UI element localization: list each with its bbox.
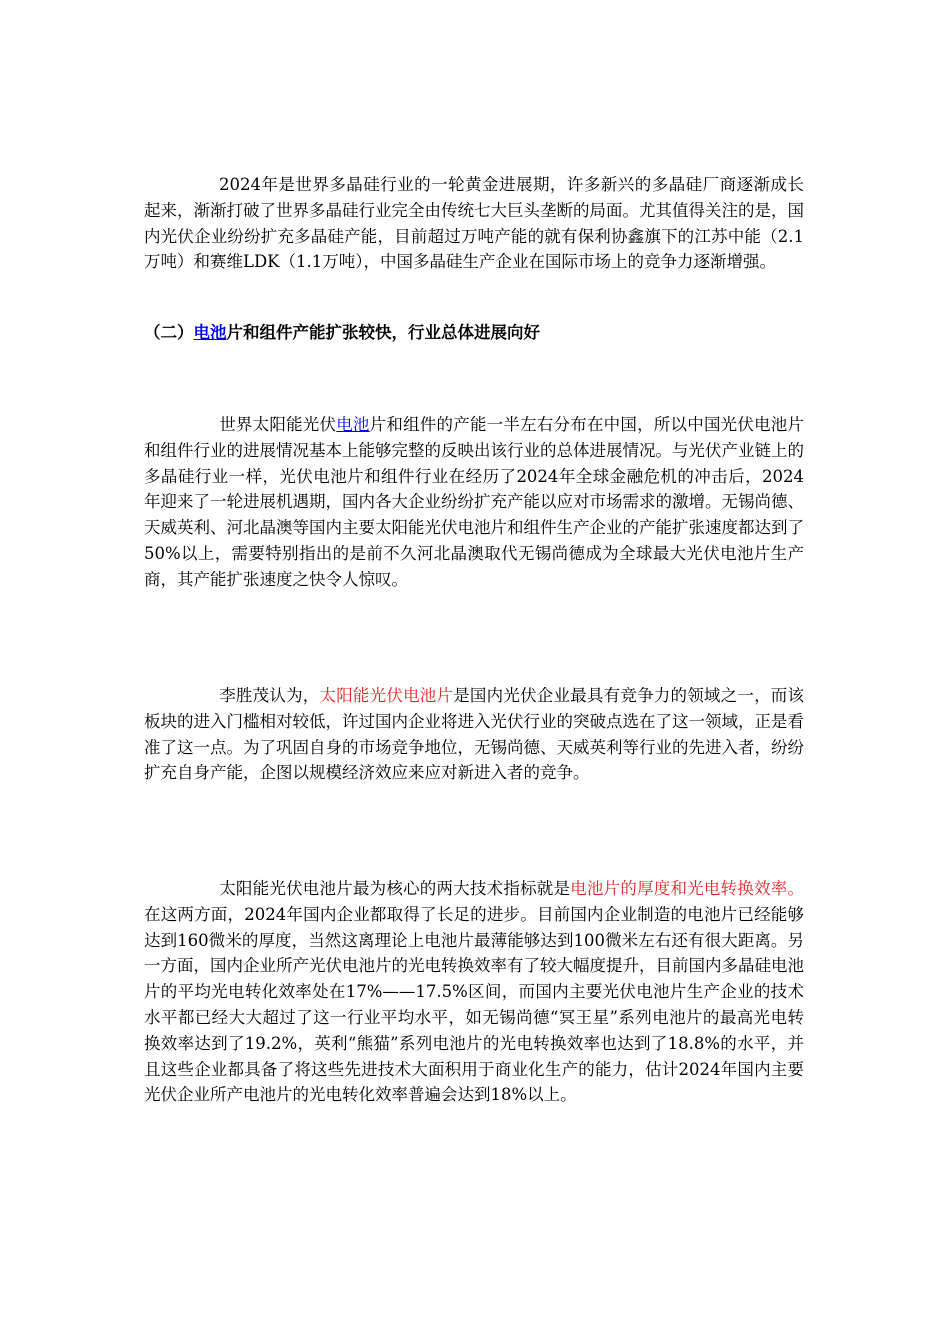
paragraph-text-pre: 太阳能光伏电池片最为核心的两大技术指标就是 [219, 879, 571, 898]
heading-prefix: （二） [144, 323, 194, 342]
highlight-text: 太阳能光伏电池片 [319, 686, 454, 705]
paragraph-text-pre: 世界太阳能光伏 [219, 415, 337, 434]
section-heading [144, 320, 804, 346]
paragraph-competition [144, 683, 804, 786]
paragraph-text-post: 在这两方面，2024年国内企业都取得了长足的进步。目前国内企业制造的电池片已经能够达到160微米的厚度，当然这离理论上电池片最薄能够达到100微米左右还有很大距离。另一方面，国内企业所产光伏电池片的光电转换效率有了较大幅度提升，目前国内多晶硅电池片的平均光电转化效率处在17%——17.5%区间，而国内主要光伏电池片生产企业的技术水平都已经大大超过了这一行业平均水平，如无锡尚德“冥王星”系列电池片的最高光电转换效率达到了19.2%，英利“熊猫”系列电池片的光电转换效率也达到了18.8%的水平，并且这些企业都具备了将这些先进技术大面积用于商业化生产的能力，估计2024年国内主要光伏企业所产电池片的光电转化效率普遍会达到18%以上。 [144, 904, 804, 1105]
battery-link[interactable]: 电池 [336, 415, 370, 434]
paragraph-technology [144, 876, 804, 1108]
paragraph-text-pre: 李胜茂认为， [219, 686, 320, 705]
battery-link[interactable]: 电池 [193, 323, 227, 342]
heading-suffix: 片和组件产能扩张较快，行业总体进展向好 [226, 323, 540, 342]
paragraph-text: 2024年是世界多晶硅行业的一轮黄金进展期，许多新兴的多晶硅厂商逐渐成长起来，渐渐打破了世界多晶硅行业完全由传统七大巨头垄断的局面。尤其值得关注的是，国内光伏企业纷纷扩充多晶硅产能，目前超过万吨产能的就有保利协鑫旗下的江苏中能（2.1万吨）和赛维LDK（1.1万吨），中国多晶硅生产企业在国际市场上的竞争力逐渐增强。 [144, 175, 804, 272]
paragraph-polysilicon [144, 172, 804, 275]
paragraph-text-post: 是国内光伏企业最具有竞争力的领域之一，而该板块的进入门槛相对较低，许过国内企业将进入光伏行业的突破点选在了这一领域，正是看准了这一点。为了巩固自身的市场竞争地位，无锡尚德、天威英利等行业的先进入者，纷纷扩充自身产能，企图以规模经济效应来应对新进入者的竞争。 [144, 686, 805, 783]
paragraph-text-post: 片和组件的产能一半左右分布在中国，所以中国光伏电池片和组件行业的进展情况基本上能够完整的反映出该行业的总体进展情况。与光伏产业链上的多晶硅行业一样，光伏电池片和组件行业在经历了2024年全球金融危机的冲击后，2024年迎来了一轮进展机遇期，国内各大企业纷纷扩充产能以应对市场需求的激增。无锡尚德、天威英利、河北晶澳等国内主要太阳能光伏电池片和组件生产企业的产能扩张速度都达到了50%以上，需要特别指出的是前不久河北晶澳取代无锡尚德成为全球最大光伏电池片生产商，其产能扩张速度之快令人惊叹。 [144, 415, 805, 589]
highlight-text: 电池片的厚度和光电转换效率。 [570, 879, 805, 898]
paragraph-cells-modules [144, 412, 804, 593]
